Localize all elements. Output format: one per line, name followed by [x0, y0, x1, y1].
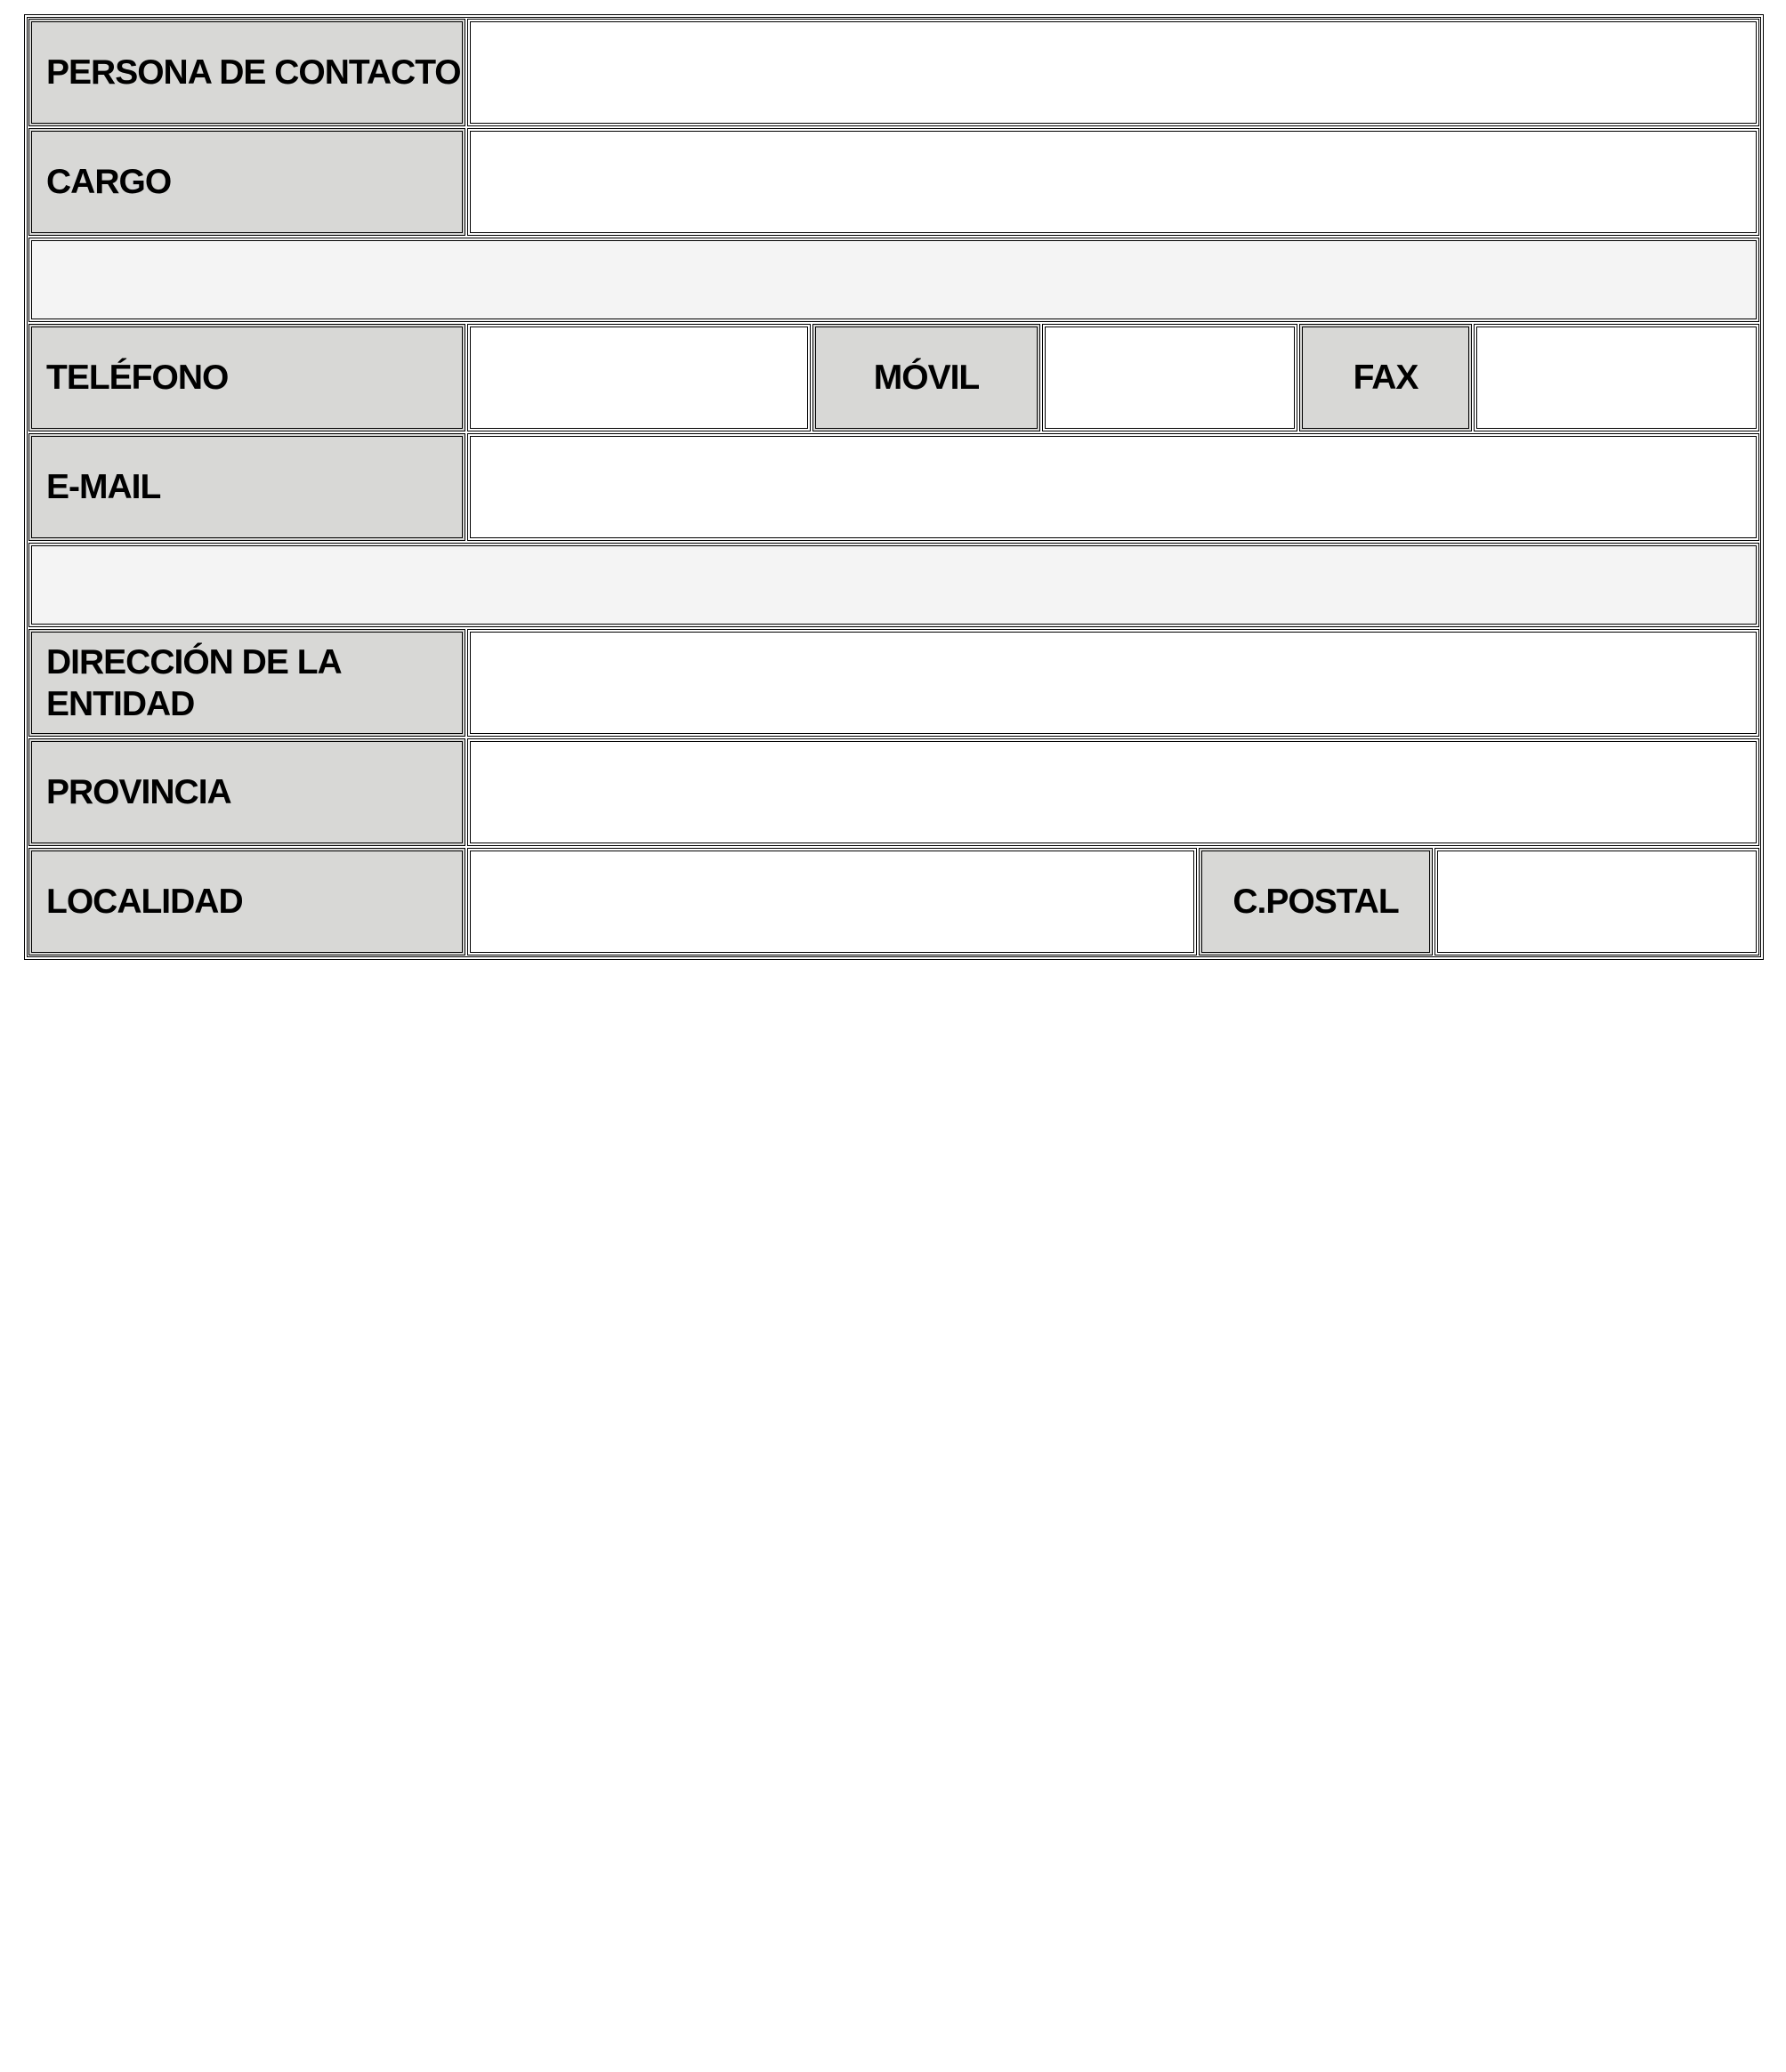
contact-form-table — [24, 14, 1764, 960]
section-divider — [28, 543, 1759, 627]
row-province — [28, 738, 1760, 847]
locality-label: LOCALIDAD — [28, 848, 465, 955]
locality-field[interactable] — [467, 848, 1197, 955]
row-email — [28, 432, 1760, 542]
email-label: E-MAIL — [28, 433, 465, 541]
province-label: PROVINCIA — [28, 738, 465, 846]
spacer-row-2 — [28, 542, 1760, 628]
section-divider — [28, 238, 1759, 322]
fax-label: FAX — [1299, 324, 1472, 431]
row-position — [28, 127, 1760, 237]
address-label: DIRECCIÓN DE LA ENTIDAD — [28, 629, 465, 737]
position-field[interactable] — [467, 128, 1759, 236]
contact-person-field[interactable] — [467, 19, 1759, 126]
row-locality — [28, 847, 1760, 956]
spacer-row-1 — [28, 237, 1760, 323]
contact-person-label: PERSONA DE CONTACTO — [28, 19, 465, 126]
postal-code-field[interactable] — [1434, 848, 1759, 955]
phone-field[interactable] — [467, 324, 811, 431]
position-label: CARGO — [28, 128, 465, 236]
email-field[interactable] — [467, 433, 1759, 541]
fax-field[interactable] — [1474, 324, 1759, 431]
province-field[interactable] — [467, 738, 1759, 846]
address-field[interactable] — [467, 629, 1759, 737]
phone-label: TELÉFONO — [28, 324, 465, 431]
mobile-label: MÓVIL — [812, 324, 1040, 431]
mobile-field[interactable] — [1042, 324, 1297, 431]
postal-code-label: C.POSTAL — [1199, 848, 1433, 955]
row-contact-person — [28, 18, 1760, 127]
row-address — [28, 628, 1760, 738]
row-phones — [28, 323, 1760, 432]
